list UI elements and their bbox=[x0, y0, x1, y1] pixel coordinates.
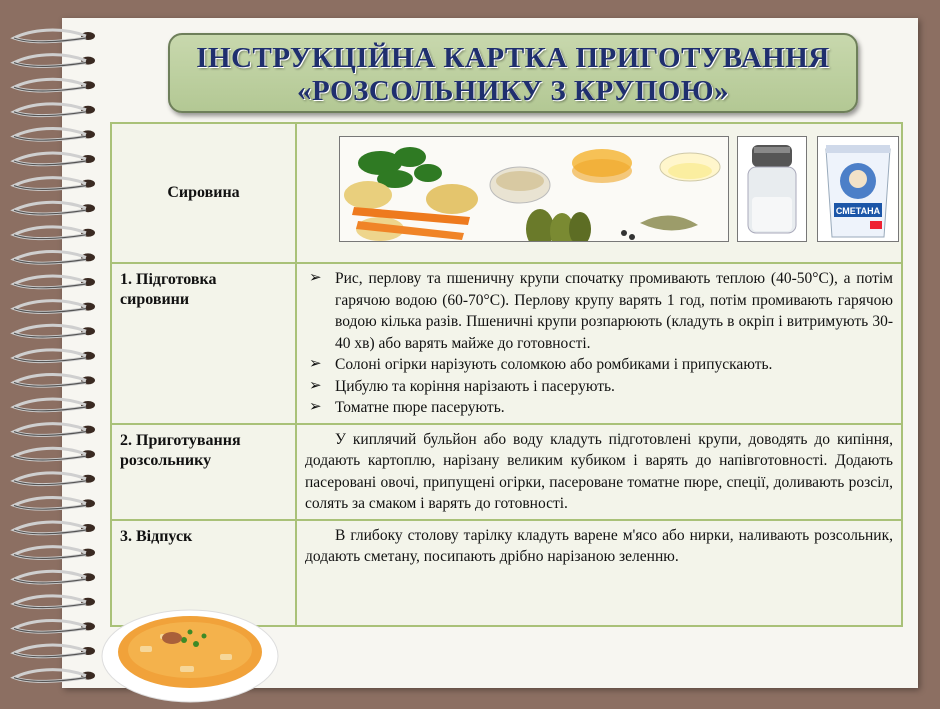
cook-content bbox=[296, 424, 902, 520]
soup-plate-image bbox=[100, 596, 280, 704]
title-line-1: ІНСТРУКЦІЙНА КАРТКА ПРИГОТУВАННЯ bbox=[196, 42, 830, 74]
title-banner bbox=[168, 33, 858, 113]
table-row-prep bbox=[111, 263, 902, 424]
prep-bullet-item bbox=[305, 376, 893, 398]
bullet-arrow-icon: ➢ bbox=[309, 270, 322, 286]
prep-bullet-text: Томатне пюре пасерують. bbox=[335, 399, 505, 416]
sour-cream-photo bbox=[817, 136, 899, 242]
prep-bullet-item bbox=[305, 397, 893, 419]
notebook-spiral-binding bbox=[0, 20, 110, 690]
serve-content bbox=[296, 520, 902, 626]
serve-label: 3. Відпуск bbox=[111, 520, 296, 626]
prep-content bbox=[296, 263, 902, 424]
bullet-arrow-icon: ➢ bbox=[309, 356, 322, 372]
instruction-table bbox=[110, 122, 903, 627]
prep-label: 1. Підготовка сировини bbox=[111, 263, 296, 424]
prep-bullet-text: Цибулю та коріння нарізають і пасерують. bbox=[335, 377, 615, 395]
serve-text: В глибоку столову тарілку кладуть варене м'ясо або нирки, наливають розсольник, додають сметану, посипають дрібно нарізаною зеленню. bbox=[305, 526, 893, 565]
prep-bullet-text: Солоні огірки нарізують соломкою або ромбиками і припускають. bbox=[335, 356, 773, 373]
table-row-ingredients bbox=[111, 123, 902, 263]
prep-bullet-list bbox=[305, 268, 893, 419]
salt-shaker-photo bbox=[737, 136, 807, 242]
cook-label: 2. Приготування розсольнику bbox=[111, 424, 296, 520]
ingredients-images-cell bbox=[296, 123, 902, 263]
ingredients-label: Сировина bbox=[111, 123, 296, 263]
bullet-arrow-icon: ➢ bbox=[309, 377, 322, 394]
cook-text: У киплячий бульйон або воду кладуть підготовлені крупи, доводять до кипіння, додають картоплю, нарізану великим кубиком і варять до напівготовності. Додають пасеровані овочі, припущені огірки, пасероване томатне пюре, спеції, доливають розсіл, солять за смаком і варять до готовності. bbox=[305, 430, 893, 512]
bullet-arrow-icon: ➢ bbox=[309, 399, 322, 415]
prep-bullet-item bbox=[305, 354, 893, 376]
table-row-cook bbox=[111, 424, 902, 520]
title-line-2: «РОЗСОЛЬНИКУ З КРУПОЮ» bbox=[297, 75, 729, 107]
ingredients-photo bbox=[339, 136, 729, 242]
prep-bullet-text: Рис, перлову та пшеничну крупи спочатку промивають теплою (40-50°С), а потім гарячою водою (60-70°С). Перлову крупу варять 1 год, потім промивають гарячою водою кілька разів. Пшеничні крупи розпарюють (кладуть в окріп і витримують 30-40 хв) або варять майже до готовності. bbox=[335, 270, 893, 352]
sour-cream-label: СМЕТАНА bbox=[835, 206, 881, 216]
prep-bullet-item bbox=[305, 268, 893, 354]
